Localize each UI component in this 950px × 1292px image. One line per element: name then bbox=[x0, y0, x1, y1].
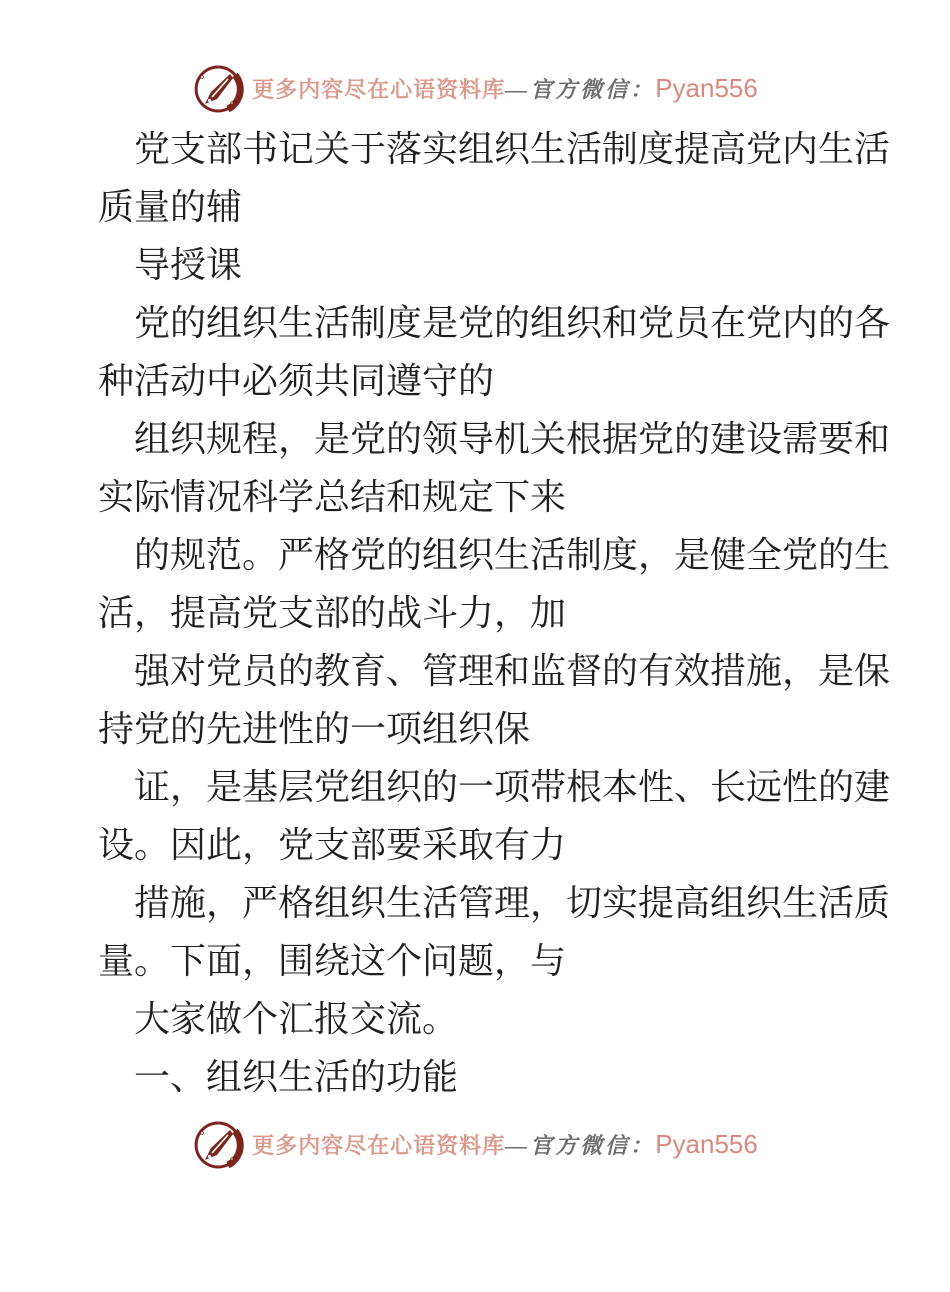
document-page bbox=[0, 62, 950, 1292]
watermark-main-text: 更多内容尽在心语资料库 bbox=[252, 1133, 506, 1158]
pen-seal-icon bbox=[192, 1119, 244, 1171]
text-line: 大家做个汇报交流。 bbox=[134, 999, 459, 1039]
text-line: 导授课 bbox=[134, 245, 243, 285]
text-line: 的规范。严格党的组织生活制度，是健全党的生 bbox=[134, 535, 891, 575]
text-line: 设。因此，党支部要采取有力 bbox=[98, 825, 567, 865]
wechat-id: Pyan556 bbox=[655, 1129, 758, 1159]
text-line: 量。下面，围绕这个问题，与 bbox=[98, 941, 567, 981]
watermark-text bbox=[252, 1118, 758, 1172]
text-line: 证，是基层党组织的一项带根本性、长远性的建 bbox=[134, 767, 891, 807]
header-watermark bbox=[0, 62, 950, 116]
text-line: 持党的先进性的一项组织保 bbox=[98, 709, 531, 749]
text-line: 活，提高党支部的战斗力，加 bbox=[98, 593, 567, 633]
watermark-label: —官方微信： bbox=[505, 77, 656, 102]
text-line: 实际情况科学总结和规定下来 bbox=[98, 477, 567, 517]
text-line: 党支部书记关于落实组织生活制度提高党内生活 bbox=[134, 129, 891, 169]
watermark-label: —官方微信： bbox=[505, 1133, 656, 1158]
text-line: 党的组织生活制度是党的组织和党员在党内的各 bbox=[134, 303, 891, 343]
pen-seal-icon bbox=[192, 63, 244, 115]
watermark-text bbox=[252, 62, 758, 116]
footer-watermark bbox=[0, 1118, 950, 1172]
text-line: 措施，严格组织生活管理，切实提高组织生活质 bbox=[134, 883, 891, 923]
watermark-main-text: 更多内容尽在心语资料库 bbox=[252, 77, 506, 102]
document-body bbox=[98, 120, 898, 1106]
wechat-id: Pyan556 bbox=[655, 73, 758, 103]
text-line: 种活动中必须共同遵守的 bbox=[98, 361, 495, 401]
text-line: 组织规程，是党的领导机关根据党的建设需要和 bbox=[134, 419, 891, 459]
text-line: 质量的辅 bbox=[98, 187, 243, 227]
text-line: 一、组织生活的功能 bbox=[134, 1057, 459, 1097]
text-line: 强对党员的教育、管理和监督的有效措施，是保 bbox=[134, 651, 891, 691]
